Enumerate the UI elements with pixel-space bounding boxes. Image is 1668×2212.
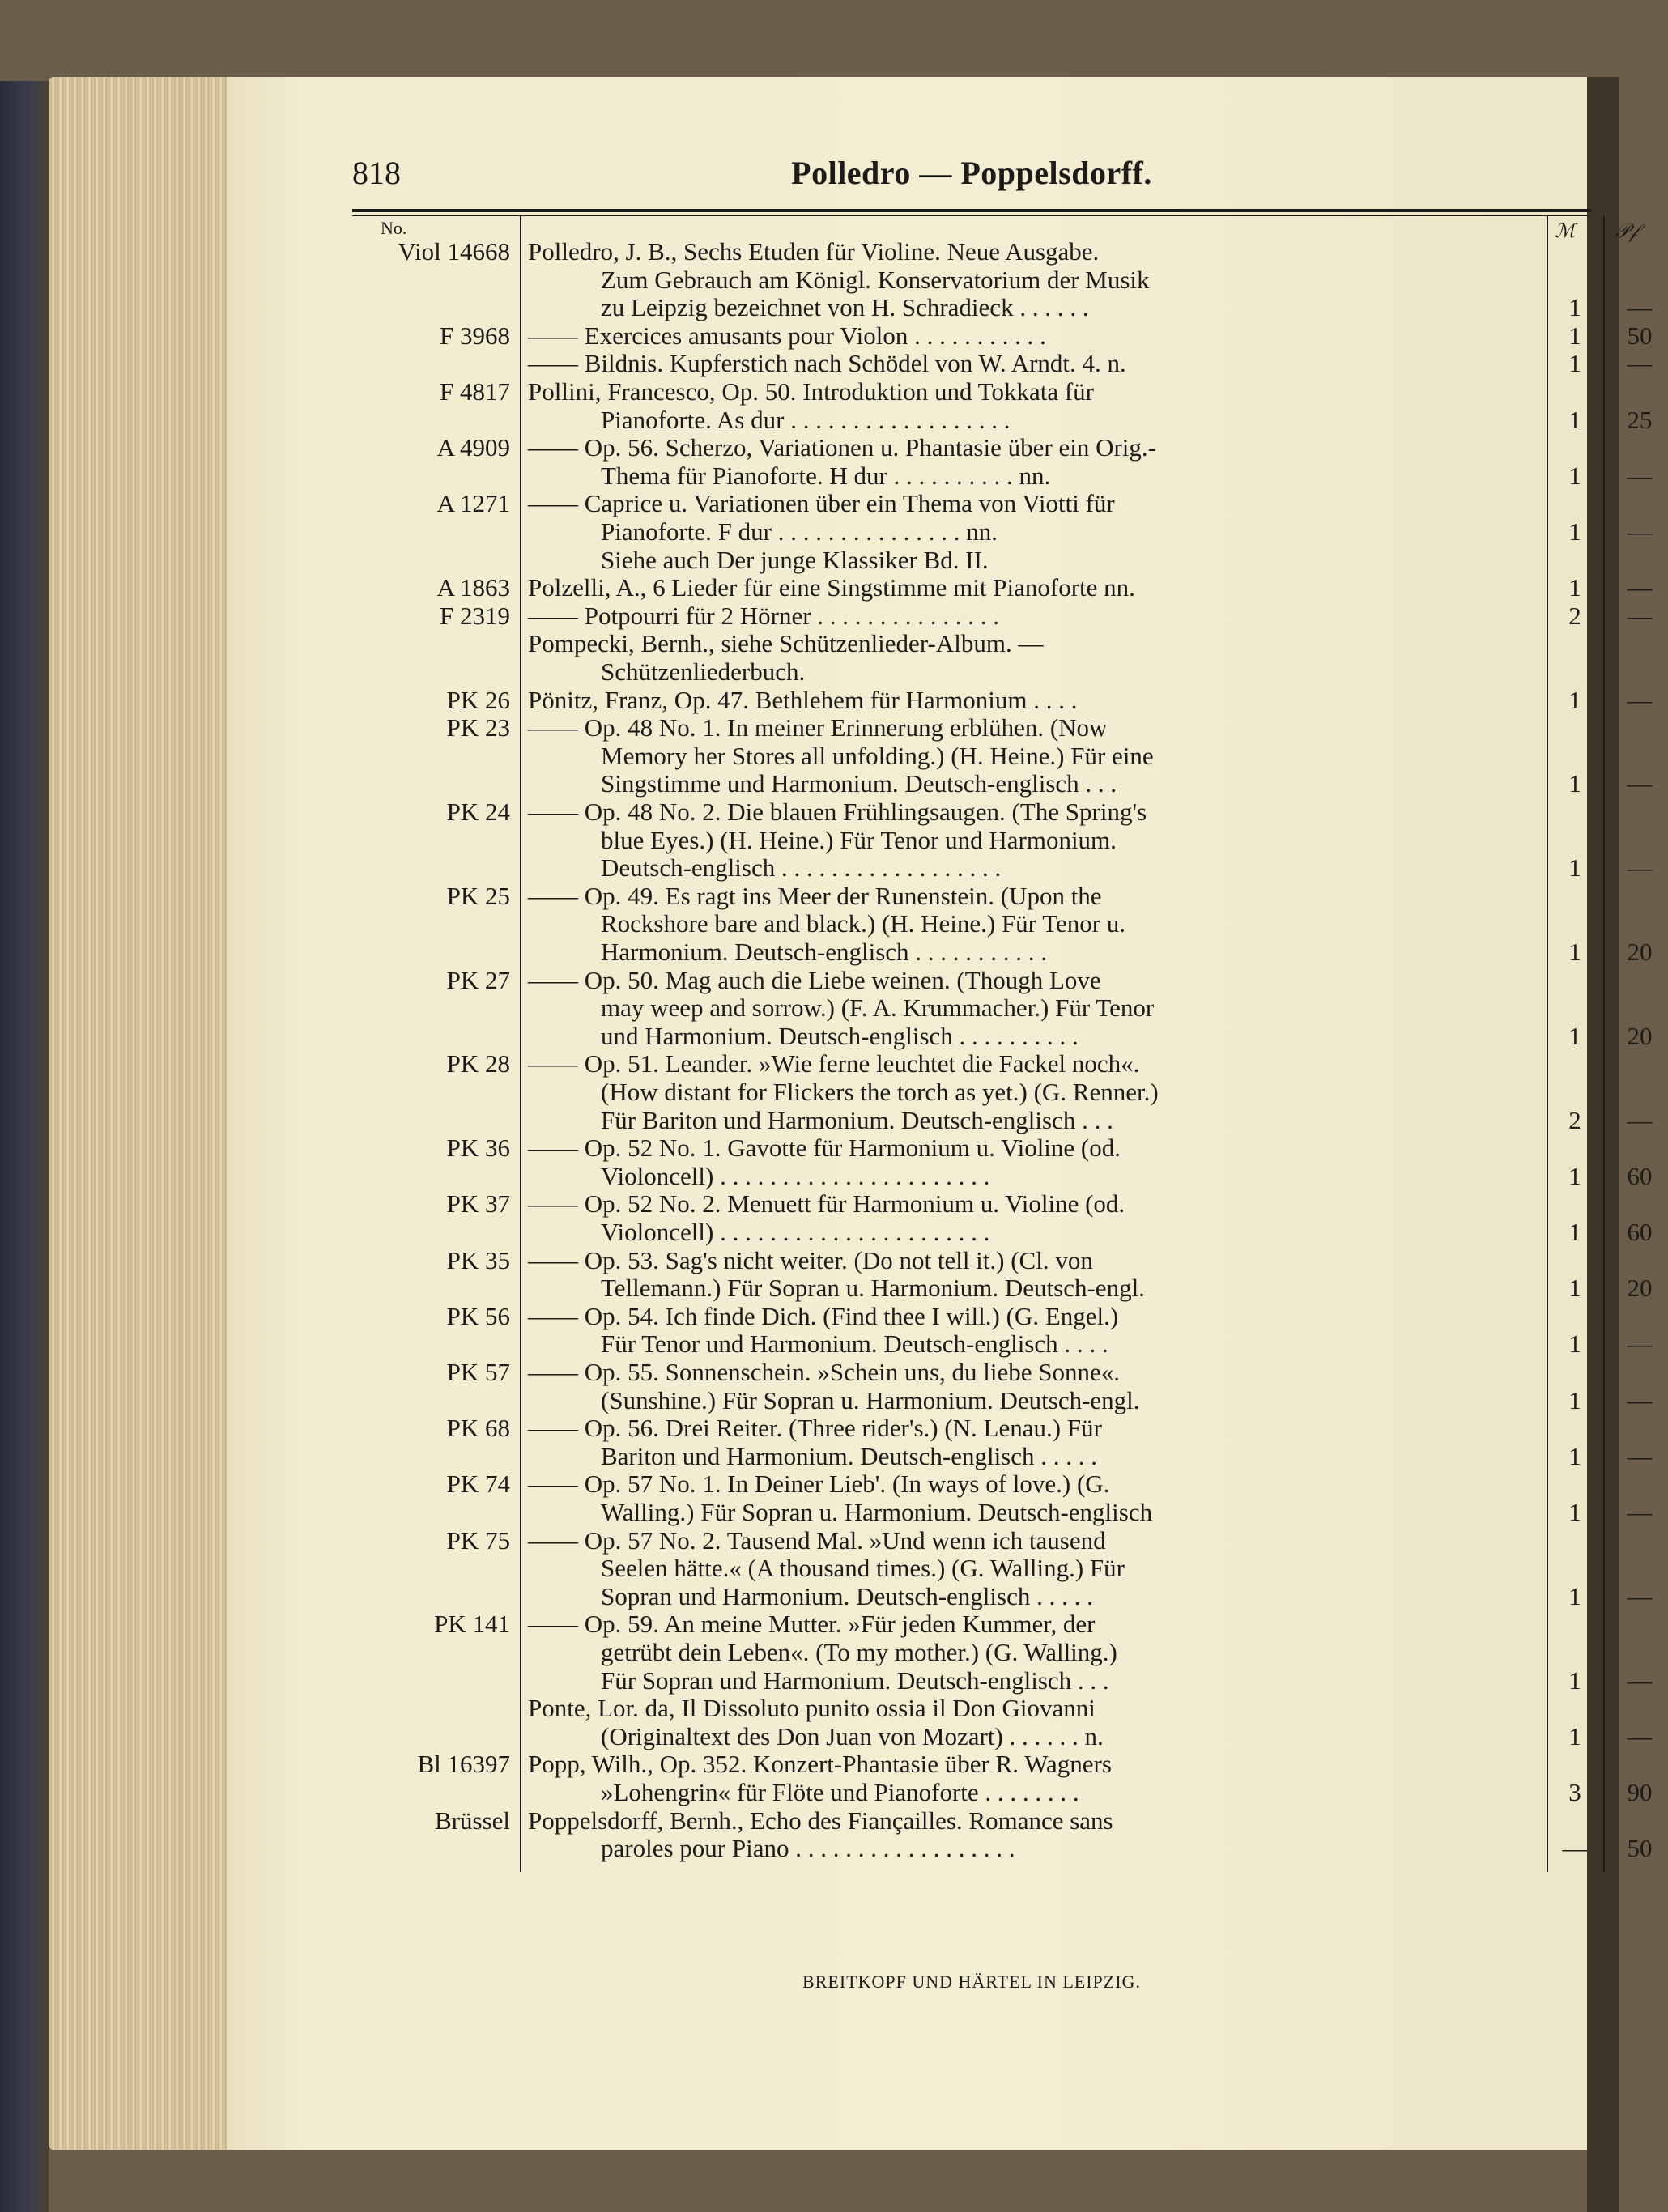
entry-text: —— Op. 49. Es ragt ins Meer der Runenstein. (Upon the (528, 881, 1102, 910)
catalog-row (227, 517, 1653, 546)
price-pfennig: — (1627, 601, 1653, 630)
catalog-row (227, 826, 1587, 854)
catalog-row (227, 769, 1653, 798)
entry-text: Für Tenor und Harmonium. Deutsch-englisch . . . . (601, 1329, 1108, 1359)
catalog-row (227, 1638, 1587, 1666)
catalog-number: A 4909 (436, 433, 510, 462)
price-mark: 1 (1568, 1218, 1581, 1246)
entry-text: Pompecki, Bernh., siehe Schützenlieder-Album. — (528, 629, 1044, 658)
price-pfennig: 20 (1627, 1274, 1653, 1303)
price-pfennig: — (1627, 1498, 1653, 1526)
entry-text: Pianoforte. As dur . . . . . . . . . . . . . . . . . . (601, 405, 1011, 434)
price-mark: 2 (1568, 601, 1581, 630)
catalog-number: PK 68 (446, 1414, 510, 1443)
entry-text: —— Op. 50. Mag auch die Liebe weinen. (Though Love (528, 965, 1101, 994)
price-pfennig: 60 (1627, 1218, 1653, 1246)
page-edges (49, 77, 227, 2150)
price-mark: 1 (1568, 321, 1581, 350)
catalog-row (227, 1834, 1653, 1863)
catalog-number: PK 56 (446, 1301, 510, 1330)
price-mark: 1 (1568, 1498, 1581, 1526)
header-rule-thin (352, 215, 1591, 216)
catalog-row (227, 1750, 1587, 1778)
entry-text: —— Op. 51. Leander. »Wie ferne leuchtet die Fackel noch«. (528, 1049, 1140, 1078)
catalog-row (227, 1385, 1653, 1414)
catalog-number: PK 37 (446, 1189, 510, 1219)
price-pfennig: — (1627, 1105, 1653, 1134)
entry-text: Pollini, Francesco, Op. 50. Introduktion und Tokkata für (528, 377, 1094, 406)
price-pfennig: — (1627, 461, 1653, 490)
entry-text: —— Potpourri für 2 Hörner . . . . . . . . . . . . . . . (528, 601, 1000, 630)
price-mark: 1 (1568, 853, 1581, 883)
entry-text: —— Op. 57 No. 2. Tausend Mal. »Und wenn ich tausend (528, 1525, 1106, 1555)
running-head: Polledro — Poppelsdorff. (791, 155, 1152, 191)
catalog-row (227, 1806, 1587, 1835)
entry-text: —— Op. 59. An meine Mutter. »Für jeden Kummer, der (528, 1610, 1096, 1639)
catalog-row (227, 909, 1587, 938)
catalog-number: PK 141 (434, 1610, 510, 1639)
price-pfennig: — (1627, 1721, 1653, 1750)
price-mark: 1 (1568, 517, 1581, 546)
catalog-row (227, 1134, 1587, 1162)
price-mark: 1 (1568, 1385, 1581, 1414)
entry-text: Für Bariton und Harmonium. Deutsch-englisch . . . (601, 1105, 1113, 1134)
price-mark: 1 (1568, 1581, 1581, 1610)
price-pfennig: 50 (1627, 321, 1653, 350)
entry-text: blue Eyes.) (H. Heine.) Für Tenor und Harmonium. (601, 825, 1117, 854)
catalog-number: PK 27 (446, 965, 510, 994)
catalog-number: PK 57 (446, 1358, 510, 1386)
entry-text: Pianoforte. F dur . . . . . . . . . . . . . . . nn. (601, 517, 998, 546)
entry-text: (Originaltext des Don Juan von Mozart) . . . . . . n. (601, 1721, 1104, 1750)
page-header (352, 154, 1591, 194)
price-pfennig: — (1627, 293, 1653, 322)
price-mark: 2 (1568, 1105, 1581, 1134)
price-mark: 1 (1568, 573, 1581, 602)
entry-text: (How distant for Flickers the torch as yet.) (G. Renner.) (601, 1078, 1159, 1106)
catalog-row (227, 1665, 1653, 1695)
entry-text: paroles pour Piano . . . . . . . . . . . . . . . . . . (601, 1834, 1015, 1863)
catalog-row (227, 1246, 1587, 1274)
entry-text: Pönitz, Franz, Op. 47. Bethlehem für Harmonium . . . . (528, 685, 1078, 714)
entry-text: —— Caprice u. Variationen über ein Thema von Viotti für (528, 489, 1115, 518)
entry-text: —— Op. 54. Ich finde Dich. (Find thee I will.) (G. Engel.) (528, 1301, 1119, 1330)
catalog-row (227, 993, 1587, 1022)
catalog-row (227, 1161, 1653, 1190)
column-divider-pf (1603, 216, 1605, 1872)
entry-text: —— Exercices amusants pour Violon . . . . . . . . . . . (528, 321, 1046, 350)
price-mark: 1 (1568, 1021, 1581, 1050)
entry-text: —— Op. 52 No. 2. Menuett für Harmonium u. Violine (od. (528, 1189, 1125, 1219)
catalog-number: A 1863 (436, 573, 510, 602)
price-mark: 1 (1568, 769, 1581, 798)
catalog-row (227, 1049, 1587, 1078)
catalog-row (227, 1358, 1587, 1386)
entry-text: —— Op. 56. Drei Reiter. (Three rider's.) (N. Lenau.) Für (528, 1414, 1102, 1443)
entry-text: Harmonium. Deutsch-englisch . . . . . . . . . . . (601, 938, 1048, 966)
catalog-row (227, 321, 1653, 350)
catalog-number: PK 35 (446, 1245, 510, 1274)
catalog-row (227, 1498, 1653, 1526)
catalog-row (227, 1218, 1653, 1246)
entry-text: Deutsch-englisch . . . . . . . . . . . . . . . . . . (601, 853, 1002, 883)
catalog-number: Brüssel (435, 1806, 510, 1835)
entry-text: Schützenliederbuch. (601, 657, 806, 686)
catalog-number: F 2319 (440, 601, 510, 630)
price-mark: 1 (1568, 1721, 1581, 1750)
price-pfennig: — (1627, 1441, 1653, 1470)
price-mark: 1 (1568, 1161, 1581, 1190)
entry-text: —— Op. 52 No. 1. Gavotte für Harmonium u. Violine (od. (528, 1134, 1121, 1163)
price-mark: 1 (1568, 938, 1581, 966)
catalog-row (227, 1021, 1653, 1050)
price-pfennig: 25 (1627, 405, 1653, 434)
entry-text: getrübt dein Leben«. (To my mother.) (G. Walling.) (601, 1638, 1117, 1666)
entry-text: —— Op. 57 No. 1. In Deiner Lieb'. (In ways of love.) (G. (528, 1470, 1110, 1499)
catalog-row (227, 629, 1587, 657)
price-pfennig: 60 (1627, 1161, 1653, 1190)
catalog-row (227, 349, 1653, 378)
price-mark: 1 (1568, 685, 1581, 714)
catalog-row (227, 1274, 1653, 1303)
price-pfennig: 90 (1627, 1778, 1653, 1806)
price-pfennig: — (1627, 1385, 1653, 1414)
price-mark: 1 (1568, 349, 1581, 378)
catalog-row (227, 377, 1587, 406)
catalog-number: PK 74 (446, 1470, 510, 1499)
catalog-number: Viol 14668 (398, 237, 510, 266)
catalog-row (227, 237, 1587, 266)
page-number: 818 (352, 155, 401, 191)
catalog-row (227, 1694, 1587, 1722)
publisher-footer: BREITKOPF UND HÄRTEL IN LEIPZIG. (802, 1972, 1141, 1992)
entry-text: —— Op. 48 No. 1. In meiner Erinnerung erblühen. (Now (528, 713, 1108, 742)
entry-text: Thema für Pianoforte. H dur . . . . . . . . . . nn. (601, 461, 1051, 490)
price-mark: 1 (1568, 405, 1581, 434)
entry-text: —— Op. 55. Sonnenschein. »Schein uns, du liebe Sonne«. (528, 1358, 1121, 1386)
catalog-number: Bl 16397 (417, 1750, 510, 1779)
catalog-number: PK 24 (446, 798, 510, 826)
catalog-row (227, 266, 1587, 294)
price-pfennig: — (1627, 853, 1653, 883)
price-pfennig: — (1627, 685, 1653, 714)
entry-text: Seelen hätte.« (A thousand times.) (G. Walling.) Für (601, 1554, 1125, 1583)
price-mark: 1 (1568, 1274, 1581, 1303)
mark-column-heading: ℳ (1555, 219, 1576, 242)
catalog-row (227, 1721, 1653, 1750)
catalog-row (227, 1470, 1587, 1498)
catalog-row (227, 1610, 1587, 1638)
catalog-row (227, 1329, 1653, 1359)
catalog-row (227, 1414, 1587, 1442)
catalog-row (227, 1778, 1653, 1806)
catalog-number: PK 75 (446, 1525, 510, 1555)
catalog-row (227, 461, 1653, 490)
catalog-number: PK 28 (446, 1049, 510, 1078)
catalog-number: A 1271 (436, 489, 510, 518)
entry-text: Walling.) Für Sopran u. Harmonium. Deutsch-englisch (601, 1498, 1153, 1526)
catalog-row (227, 853, 1653, 883)
entry-text: Polledro, J. B., Sechs Etuden für Violine. Neue Ausgabe. (528, 237, 1100, 266)
header-rule (352, 209, 1591, 212)
catalog-row (227, 1526, 1587, 1555)
entry-text: may weep and sorrow.) (F. A. Krummacher.) Für Tenor (601, 993, 1155, 1023)
price-mark: 1 (1568, 1665, 1581, 1695)
catalog-row (227, 489, 1587, 517)
price-pfennig: 20 (1627, 938, 1653, 966)
catalog-row (227, 938, 1653, 966)
number-column-heading: No. (381, 218, 407, 238)
price-pfennig: 50 (1627, 1834, 1653, 1863)
book-spine (0, 81, 49, 2212)
price-mark: 1 (1568, 1441, 1581, 1470)
price-mark: 1 (1568, 293, 1581, 322)
entry-text: Popp, Wilh., Op. 352. Konzert-Phantasie über R. Wagners (528, 1750, 1112, 1779)
catalog-row (227, 882, 1587, 910)
price-pfennig: — (1627, 573, 1653, 602)
catalog-page (227, 77, 1653, 2150)
entry-text: und Harmonium. Deutsch-englisch . . . . . . . . . . (601, 1021, 1079, 1050)
price-mark: 1 (1568, 461, 1581, 490)
catalog-row (227, 433, 1587, 462)
catalog-number: F 4817 (440, 377, 510, 406)
catalog-row (227, 685, 1653, 714)
catalog-row (227, 293, 1653, 322)
entry-text: —— Op. 48 No. 2. Die blauen Frühlingsaugen. (The Spring's (528, 798, 1147, 826)
catalog-row (227, 713, 1587, 742)
catalog-row (227, 798, 1587, 826)
entry-text: Für Sopran und Harmonium. Deutsch-englisch . . . (601, 1665, 1109, 1695)
entry-text: —— Op. 56. Scherzo, Variationen u. Phantasie über ein Orig.- (528, 433, 1156, 462)
catalog-row (227, 1581, 1653, 1610)
price-mark: — (1562, 1834, 1588, 1863)
catalog-row (227, 657, 1587, 686)
entry-text: Tellemann.) Für Sopran u. Harmonium. Deutsch-engl. (601, 1274, 1145, 1303)
catalog-row (227, 601, 1653, 630)
catalog-row (227, 573, 1653, 602)
entry-text: —— Op. 53. Sag's nicht weiter. (Do not tell it.) (Cl. von (528, 1245, 1093, 1274)
entry-text: —— Bildnis. Kupferstich nach Schödel von W. Arndt. 4. n. (528, 349, 1126, 378)
price-pfennig: — (1627, 517, 1653, 546)
catalog-number: PK 25 (446, 881, 510, 910)
price-pfennig: 20 (1627, 1021, 1653, 1050)
catalog-row (227, 742, 1587, 770)
catalog-row (227, 1078, 1587, 1106)
entry-text: (Sunshine.) Für Sopran u. Harmonium. Deutsch-engl. (601, 1385, 1140, 1414)
price-mark: 3 (1568, 1778, 1581, 1806)
entry-text: Singstimme und Harmonium. Deutsch-englisch . . . (601, 769, 1117, 798)
catalog-row (227, 1189, 1587, 1218)
catalog-number: PK 23 (446, 713, 510, 742)
entry-text: Zum Gebrauch am Königl. Konservatorium der Musik (601, 265, 1150, 294)
entry-text: Poppelsdorff, Bernh., Echo des Fiançailles. Romance sans (528, 1806, 1113, 1835)
price-pfennig: — (1627, 1581, 1653, 1610)
entry-text: zu Leipzig bezeichnet von H. Schradieck . . . . . . (601, 293, 1089, 322)
price-pfennig: — (1627, 1665, 1653, 1695)
catalog-row (227, 1554, 1587, 1582)
pf-column-heading: 𝒫𝒻 (1615, 219, 1639, 242)
entry-text: Bariton und Harmonium. Deutsch-englisch . . . . . (601, 1441, 1098, 1470)
entry-text: Rockshore bare and black.) (H. Heine.) Für Tenor u. (601, 909, 1126, 938)
catalog-row (227, 546, 1587, 574)
catalog-number: PK 26 (446, 685, 510, 714)
price-mark: 1 (1568, 1329, 1581, 1359)
entry-text: Violoncell) . . . . . . . . . . . . . . . . . . . . . . (601, 1161, 990, 1190)
entry-text: Memory her Stores all unfolding.) (H. Heine.) Für eine (601, 741, 1154, 770)
entry-text: Ponte, Lor. da, Il Dissoluto punito ossia il Don Giovanni (528, 1694, 1096, 1723)
entry-text: Siehe auch Der junge Klassiker Bd. II. (601, 545, 989, 574)
catalog-row (227, 1105, 1653, 1134)
catalog-row (227, 1302, 1587, 1330)
entry-text: Violoncell) . . . . . . . . . . . . . . . . . . . . . . (601, 1218, 990, 1246)
entry-text: Sopran und Harmonium. Deutsch-englisch . . . . . (601, 1581, 1093, 1610)
catalog-number: PK 36 (446, 1134, 510, 1163)
entry-text: Polzelli, A., 6 Lieder für eine Singstimme mit Pianoforte nn. (528, 573, 1135, 602)
price-pfennig: — (1627, 349, 1653, 378)
catalog-row (227, 966, 1587, 994)
catalog-row (227, 405, 1653, 434)
entry-text: »Lohengrin« für Flöte und Pianoforte . . . . . . . . (601, 1778, 1079, 1806)
catalog-row (227, 1441, 1653, 1470)
price-pfennig: — (1627, 1329, 1653, 1359)
price-pfennig: — (1627, 769, 1653, 798)
catalog-number: F 3968 (440, 321, 510, 350)
